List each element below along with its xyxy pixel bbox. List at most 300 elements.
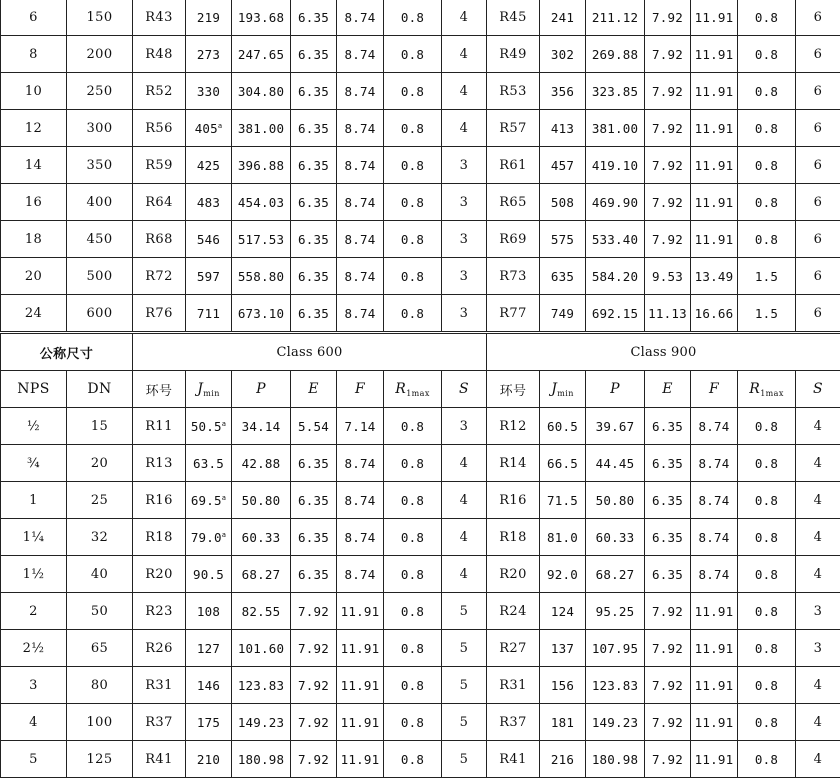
- table-row: [1, 630, 840, 667]
- class-600-p-cell: 396.88: [232, 147, 291, 184]
- dn-cell: 250: [67, 73, 133, 110]
- class-600-jmin-cell: 546: [186, 221, 232, 258]
- class-600-e-cell: 6.35: [291, 295, 337, 333]
- e-header: E: [291, 371, 337, 408]
- class-900-ring-number-cell: R53: [487, 73, 540, 110]
- nps-cell: 16: [1, 184, 67, 221]
- class-600-p-cell: 673.10: [232, 295, 291, 333]
- class-900-r1max-cell: 0.8: [738, 221, 796, 258]
- class-600-r1max-cell: 0.8: [384, 630, 442, 667]
- class-600-r1max-cell: 0.8: [384, 482, 442, 519]
- r1max-header: [738, 371, 796, 408]
- class-900-s-cell: 4: [796, 445, 840, 482]
- footnote-marker: a: [222, 531, 226, 539]
- class-600-jmin-cell: 90.5: [186, 556, 232, 593]
- table-row: [1, 445, 840, 482]
- class-900-f-cell: 13.49: [691, 258, 738, 295]
- class-900-ring-number-cell: R16: [487, 482, 540, 519]
- class-900-r1max-cell: 0.8: [738, 741, 796, 778]
- ring-no-header: 环号: [487, 371, 540, 408]
- class-600-f-cell: 8.74: [337, 556, 384, 593]
- class-900-ring-number-cell: R73: [487, 258, 540, 295]
- r1max-subscript: 1max: [760, 389, 784, 398]
- class-900-e-cell: 6.35: [645, 519, 691, 556]
- class-900-jmin-cell: 137: [540, 630, 586, 667]
- table-row: [1, 0, 840, 36]
- class-600-e-cell: 6.35: [291, 73, 337, 110]
- class-600-p-cell: 381.00: [232, 110, 291, 147]
- table-row: [1, 110, 840, 147]
- class-600-r1max-cell: 0.8: [384, 0, 442, 36]
- class-900-ring-number-cell: R45: [487, 0, 540, 36]
- class-600-jmin-cell: 273: [186, 36, 232, 73]
- class-600-e-cell: 6.35: [291, 519, 337, 556]
- class-900-jmin-cell: 302: [540, 36, 586, 73]
- class-600-r1max-cell: 0.8: [384, 184, 442, 221]
- class-600-ring-number-cell: R31: [133, 667, 186, 704]
- class-900-e-cell: 11.13: [645, 295, 691, 333]
- class-600-ring-number-cell: R59: [133, 147, 186, 184]
- class-900-s-cell: 3: [796, 630, 840, 667]
- class-900-jmin-cell: 749: [540, 295, 586, 333]
- nps-cell: ½: [1, 408, 67, 445]
- dn-cell: 32: [67, 519, 133, 556]
- class-900-r1max-cell: 0.8: [738, 630, 796, 667]
- nps-cell: 3: [1, 667, 67, 704]
- class-900-jmin-cell: 81.0: [540, 519, 586, 556]
- nps-cell: 24: [1, 295, 67, 333]
- class-600-e-cell: 6.35: [291, 36, 337, 73]
- class-600-ring-number-cell: R20: [133, 556, 186, 593]
- class-900-e-cell: 6.35: [645, 408, 691, 445]
- class-600-f-cell: 8.74: [337, 519, 384, 556]
- class-900-jmin-cell: 66.5: [540, 445, 586, 482]
- class-600-r1max-cell: 0.8: [384, 221, 442, 258]
- class-900-p-cell: 381.00: [586, 110, 645, 147]
- class-900-p-cell: 123.83: [586, 667, 645, 704]
- nps-cell: 1½: [1, 556, 67, 593]
- p-header: P: [586, 371, 645, 408]
- class-900-s-cell: 6: [796, 184, 840, 221]
- class-900-f-cell: 11.91: [691, 704, 738, 741]
- class-600-f-cell: 8.74: [337, 184, 384, 221]
- class-600-p-cell: 149.23: [232, 704, 291, 741]
- nps-cell: 6: [1, 0, 67, 36]
- class-600-p-cell: 558.80: [232, 258, 291, 295]
- nominal-size-header: 公称尺寸: [1, 333, 133, 371]
- class-600-f-cell: 8.74: [337, 36, 384, 73]
- class-600-r1max-cell: 0.8: [384, 704, 442, 741]
- class-900-p-cell: 180.98: [586, 741, 645, 778]
- table-row: [1, 482, 840, 519]
- f-header: F: [691, 371, 738, 408]
- nps-cell: 20: [1, 258, 67, 295]
- ring-no-header: 环号: [133, 371, 186, 408]
- class-900-s-cell: 6: [796, 36, 840, 73]
- class-900-s-cell: 4: [796, 741, 840, 778]
- class-900-r1max-cell: 1.5: [738, 295, 796, 333]
- dn-cell: 300: [67, 110, 133, 147]
- class-600-f-cell: 8.74: [337, 445, 384, 482]
- class-900-jmin-cell: 635: [540, 258, 586, 295]
- class-600-ring-number-cell: R37: [133, 704, 186, 741]
- nps-cell: 14: [1, 147, 67, 184]
- class-600-jmin-cell: [186, 110, 232, 147]
- nps-cell: ¾: [1, 445, 67, 482]
- class-900-e-cell: 7.92: [645, 593, 691, 630]
- class-600-e-cell: 6.35: [291, 184, 337, 221]
- class-900-s-cell: 4: [796, 704, 840, 741]
- dn-cell: 125: [67, 741, 133, 778]
- class-900-f-cell: 8.74: [691, 482, 738, 519]
- class-600-f-cell: 8.74: [337, 110, 384, 147]
- class-900-f-cell: 8.74: [691, 445, 738, 482]
- class-600-s-cell: 4: [442, 445, 487, 482]
- class-900-jmin-cell: 241: [540, 0, 586, 36]
- class-600-p-cell: 123.83: [232, 667, 291, 704]
- table-row: [1, 36, 840, 73]
- class-900-ring-number-cell: R18: [487, 519, 540, 556]
- class-600-s-cell: 3: [442, 408, 487, 445]
- jmin-value: 69.5: [191, 493, 222, 508]
- class-600-s-cell: 5: [442, 593, 487, 630]
- class-600-f-cell: 8.74: [337, 147, 384, 184]
- class-900-f-cell: 11.91: [691, 741, 738, 778]
- class-600-ring-number-cell: R41: [133, 741, 186, 778]
- class-900-f-cell: 8.74: [691, 408, 738, 445]
- class-900-r1max-cell: 0.8: [738, 408, 796, 445]
- class-600-r1max-cell: 0.8: [384, 408, 442, 445]
- dn-cell: 40: [67, 556, 133, 593]
- table-row: [1, 704, 840, 741]
- class-900-s-cell: 4: [796, 519, 840, 556]
- class-600-s-cell: 3: [442, 258, 487, 295]
- class-900-e-cell: 7.92: [645, 184, 691, 221]
- class-600-e-cell: 6.35: [291, 221, 337, 258]
- class-600-f-cell: 8.74: [337, 221, 384, 258]
- column-header-row: [1, 371, 840, 408]
- class-600-s-cell: 3: [442, 147, 487, 184]
- class-900-ring-number-cell: R37: [487, 704, 540, 741]
- class-600-jmin-cell: 711: [186, 295, 232, 333]
- class-900-f-cell: 11.91: [691, 593, 738, 630]
- class-900-e-cell: 7.92: [645, 741, 691, 778]
- jmin-value: 405: [195, 121, 218, 136]
- class-600-p-cell: 50.80: [232, 482, 291, 519]
- r1max-symbol: R: [395, 381, 406, 397]
- class-900-p-cell: 39.67: [586, 408, 645, 445]
- nps-cell: 4: [1, 704, 67, 741]
- p-header: P: [232, 371, 291, 408]
- class-600-s-cell: 5: [442, 630, 487, 667]
- class-600-s-cell: 4: [442, 36, 487, 73]
- class-900-ring-number-cell: R31: [487, 667, 540, 704]
- class-900-ring-number-cell: R12: [487, 408, 540, 445]
- class-900-r1max-cell: 0.8: [738, 482, 796, 519]
- class-600-f-cell: 11.91: [337, 667, 384, 704]
- dn-cell: 50: [67, 593, 133, 630]
- class-600-r1max-cell: 0.8: [384, 556, 442, 593]
- r1max-header: [384, 371, 442, 408]
- dn-cell: 450: [67, 221, 133, 258]
- class-600-ring-number-cell: R26: [133, 630, 186, 667]
- class-900-ring-number-cell: R57: [487, 110, 540, 147]
- class-900-r1max-cell: 0.8: [738, 593, 796, 630]
- class-900-e-cell: 6.35: [645, 482, 691, 519]
- class-600-e-cell: 6.35: [291, 556, 337, 593]
- nps-cell: 2½: [1, 630, 67, 667]
- jmin-subscript: min: [203, 389, 220, 398]
- class-900-p-cell: 60.33: [586, 519, 645, 556]
- class-900-s-cell: 4: [796, 482, 840, 519]
- class-600-jmin-cell: 597: [186, 258, 232, 295]
- class-600-e-cell: 6.35: [291, 445, 337, 482]
- dn-cell: 25: [67, 482, 133, 519]
- class-900-jmin-cell: 216: [540, 741, 586, 778]
- class-900-p-cell: 95.25: [586, 593, 645, 630]
- dn-cell: 200: [67, 36, 133, 73]
- table-row: [1, 519, 840, 556]
- dn-cell: 400: [67, 184, 133, 221]
- class-900-ring-number-cell: R61: [487, 147, 540, 184]
- class-900-jmin-cell: 413: [540, 110, 586, 147]
- class-600-e-cell: 6.35: [291, 147, 337, 184]
- class-900-p-cell: 211.12: [586, 0, 645, 36]
- dn-cell: 80: [67, 667, 133, 704]
- class-600-jmin-cell: 219: [186, 0, 232, 36]
- class-600-s-cell: 5: [442, 667, 487, 704]
- class-600-e-cell: 6.35: [291, 0, 337, 36]
- table-row: [1, 147, 840, 184]
- class-600-r1max-cell: 0.8: [384, 445, 442, 482]
- class-900-f-cell: 16.66: [691, 295, 738, 333]
- class-600-jmin-cell: 425: [186, 147, 232, 184]
- class-900-p-cell: 469.90: [586, 184, 645, 221]
- class-600-e-cell: 7.92: [291, 741, 337, 778]
- nps-cell: 2: [1, 593, 67, 630]
- class-600-f-cell: 11.91: [337, 593, 384, 630]
- class-600-e-cell: 7.92: [291, 630, 337, 667]
- class-600-ring-number-cell: R56: [133, 110, 186, 147]
- class-900-e-cell: 7.92: [645, 110, 691, 147]
- class-900-ring-number-cell: R41: [487, 741, 540, 778]
- class-900-jmin-cell: 124: [540, 593, 586, 630]
- class-900-s-cell: 4: [796, 556, 840, 593]
- class-600-f-cell: 8.74: [337, 258, 384, 295]
- table-row: [1, 221, 840, 258]
- class-600-e-cell: 7.92: [291, 667, 337, 704]
- e-header: E: [645, 371, 691, 408]
- nps-cell: 5: [1, 741, 67, 778]
- class-600-jmin-cell: 210: [186, 741, 232, 778]
- class-900-jmin-cell: 508: [540, 184, 586, 221]
- class-600-f-cell: 8.74: [337, 482, 384, 519]
- class-900-f-cell: 11.91: [691, 221, 738, 258]
- class-900-e-cell: 7.92: [645, 221, 691, 258]
- nps-cell: 1: [1, 482, 67, 519]
- s-header: S: [796, 371, 840, 408]
- class-900-r1max-cell: 0.8: [738, 36, 796, 73]
- class-900-f-cell: 11.91: [691, 110, 738, 147]
- dn-cell: 15: [67, 408, 133, 445]
- jmin-header: [540, 371, 586, 408]
- class-900-p-cell: 149.23: [586, 704, 645, 741]
- dn-cell: 500: [67, 258, 133, 295]
- class-600-s-cell: 5: [442, 704, 487, 741]
- f-header: F: [337, 371, 384, 408]
- class-900-e-cell: 6.35: [645, 445, 691, 482]
- class-900-ring-number-cell: R65: [487, 184, 540, 221]
- class-600-jmin-cell: [186, 482, 232, 519]
- class-600-r1max-cell: 0.8: [384, 667, 442, 704]
- class-900-p-cell: 107.95: [586, 630, 645, 667]
- class-900-jmin-cell: 457: [540, 147, 586, 184]
- class-600-r1max-cell: 0.8: [384, 36, 442, 73]
- jmin-value: 79.0: [191, 530, 222, 545]
- class-600-f-cell: 8.74: [337, 295, 384, 333]
- class-600-r1max-cell: 0.8: [384, 258, 442, 295]
- class-600-s-cell: 4: [442, 0, 487, 36]
- class-600-r1max-cell: 0.8: [384, 593, 442, 630]
- dn-cell: 100: [67, 704, 133, 741]
- class-600-f-cell: 8.74: [337, 73, 384, 110]
- class-900-p-cell: 692.15: [586, 295, 645, 333]
- class-600-jmin-cell: 108: [186, 593, 232, 630]
- class-900-e-cell: 7.92: [645, 36, 691, 73]
- class-600-ring-number-cell: R16: [133, 482, 186, 519]
- class-900-r1max-cell: 0.8: [738, 0, 796, 36]
- class-600-s-cell: 4: [442, 482, 487, 519]
- class-900-jmin-cell: 181: [540, 704, 586, 741]
- table-row: [1, 258, 840, 295]
- class-600-s-cell: 5: [442, 741, 487, 778]
- class-600-ring-number-cell: R18: [133, 519, 186, 556]
- class-900-s-cell: 3: [796, 593, 840, 630]
- nps-cell: 12: [1, 110, 67, 147]
- dn-cell: 150: [67, 0, 133, 36]
- nps-header: NPS: [1, 371, 67, 408]
- class-600-p-cell: 101.60: [232, 630, 291, 667]
- nps-cell: 10: [1, 73, 67, 110]
- class-600-jmin-cell: 63.5: [186, 445, 232, 482]
- footnote-marker: a: [222, 420, 226, 428]
- class-600-ring-number-cell: R76: [133, 295, 186, 333]
- class-900-ring-number-cell: R27: [487, 630, 540, 667]
- r1max-subscript: 1max: [406, 389, 430, 398]
- class-600-jmin-cell: [186, 408, 232, 445]
- class-900-s-cell: 6: [796, 295, 840, 333]
- table-row: [1, 73, 840, 110]
- class-900-e-cell: 7.92: [645, 667, 691, 704]
- class-600-r1max-cell: 0.8: [384, 741, 442, 778]
- class-600-jmin-cell: 146: [186, 667, 232, 704]
- class-900-r1max-cell: 0.8: [738, 519, 796, 556]
- class-900-p-cell: 584.20: [586, 258, 645, 295]
- class-900-ring-number-cell: R24: [487, 593, 540, 630]
- class-600-ring-number-cell: R52: [133, 73, 186, 110]
- dn-cell: 600: [67, 295, 133, 333]
- class-600-s-cell: 3: [442, 295, 487, 333]
- class-900-jmin-cell: 60.5: [540, 408, 586, 445]
- class-600-e-cell: 6.35: [291, 482, 337, 519]
- class-900-f-cell: 11.91: [691, 184, 738, 221]
- class-600-ring-number-cell: R72: [133, 258, 186, 295]
- class-600-p-cell: 247.65: [232, 36, 291, 73]
- class-900-p-cell: 419.10: [586, 147, 645, 184]
- class-900-r1max-cell: 0.8: [738, 704, 796, 741]
- class-900-ring-number-cell: R49: [487, 36, 540, 73]
- class-600-ring-number-cell: R48: [133, 36, 186, 73]
- class-900-p-cell: 50.80: [586, 482, 645, 519]
- class-600-ring-number-cell: R11: [133, 408, 186, 445]
- class-600-e-cell: 7.92: [291, 704, 337, 741]
- class-600-jmin-cell: [186, 519, 232, 556]
- class-600-jmin-cell: 330: [186, 73, 232, 110]
- class-900-f-cell: 8.74: [691, 556, 738, 593]
- class-900-e-cell: 9.53: [645, 258, 691, 295]
- class-900-f-cell: 8.74: [691, 519, 738, 556]
- class-600-f-cell: 8.74: [337, 0, 384, 36]
- class-600-e-cell: 6.35: [291, 110, 337, 147]
- table-row: [1, 408, 840, 445]
- class-900-f-cell: 11.91: [691, 147, 738, 184]
- class-900-e-cell: 7.92: [645, 704, 691, 741]
- table-row: [1, 295, 840, 333]
- class-900-r1max-cell: 0.8: [738, 147, 796, 184]
- footnote-marker: a: [218, 122, 222, 130]
- class-900-jmin-cell: 92.0: [540, 556, 586, 593]
- class-900-f-cell: 11.91: [691, 36, 738, 73]
- lower-section: [1, 408, 840, 778]
- class-900-jmin-cell: 71.5: [540, 482, 586, 519]
- dn-cell: 65: [67, 630, 133, 667]
- class-900-s-cell: 6: [796, 0, 840, 36]
- jmin-symbol: J: [197, 381, 203, 397]
- class-900-ring-number-cell: R20: [487, 556, 540, 593]
- class-600-s-cell: 4: [442, 519, 487, 556]
- class-900-header: Class 900: [487, 333, 840, 371]
- class-600-ring-number-cell: R68: [133, 221, 186, 258]
- class-600-s-cell: 4: [442, 73, 487, 110]
- upper-section: [1, 0, 840, 333]
- jmin-symbol: J: [551, 381, 557, 397]
- class-900-ring-number-cell: R69: [487, 221, 540, 258]
- r1max-symbol: R: [749, 381, 760, 397]
- class-600-s-cell: 4: [442, 110, 487, 147]
- class-900-f-cell: 11.91: [691, 73, 738, 110]
- jmin-subscript: min: [557, 389, 574, 398]
- class-900-s-cell: 6: [796, 73, 840, 110]
- dn-header: DN: [67, 371, 133, 408]
- class-header-row: [1, 333, 840, 371]
- class-600-s-cell: 3: [442, 184, 487, 221]
- class-600-r1max-cell: 0.8: [384, 147, 442, 184]
- class-600-f-cell: 7.14: [337, 408, 384, 445]
- class-600-f-cell: 11.91: [337, 741, 384, 778]
- class-600-p-cell: 517.53: [232, 221, 291, 258]
- class-900-s-cell: 6: [796, 221, 840, 258]
- class-600-e-cell: 5.54: [291, 408, 337, 445]
- class-600-ring-number-cell: R64: [133, 184, 186, 221]
- class-600-r1max-cell: 0.8: [384, 295, 442, 333]
- nps-cell: 8: [1, 36, 67, 73]
- class-900-r1max-cell: 0.8: [738, 445, 796, 482]
- class-600-s-cell: 4: [442, 556, 487, 593]
- jmin-header: [186, 371, 232, 408]
- nps-cell: 18: [1, 221, 67, 258]
- table-row: [1, 667, 840, 704]
- class-600-f-cell: 11.91: [337, 704, 384, 741]
